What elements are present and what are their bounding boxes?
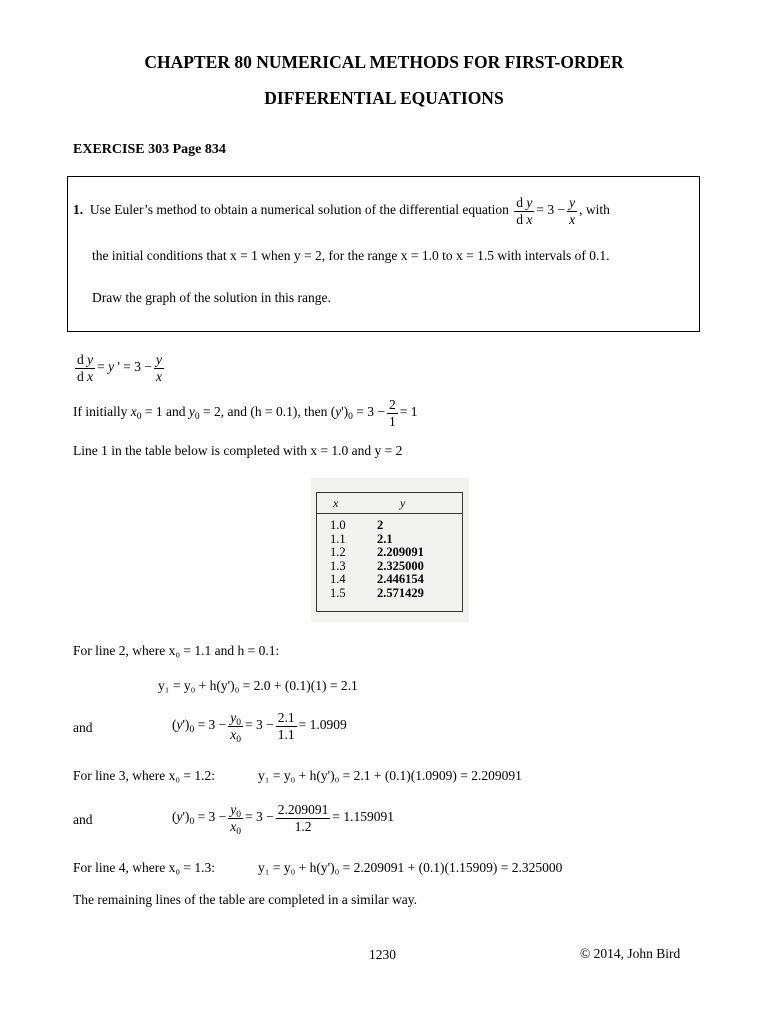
dy-dx-fraction: $\frac{\text{d y}}{\text{d x}}$ bbox=[516, 195, 533, 227]
table-row: 1.3 2.325000 bbox=[330, 558, 424, 573]
question-line-2: the initial conditions that x = 1 when y = 2, for the range x = 1.0 to x = 1.5 with intervals of 0.1. bbox=[92, 248, 610, 263]
question-line-1: 1. Use Euler’s method to obtain a numerical solution of the differential equation $\frac{\text{d y}}{\text{d x}}$ = 3 − $\frac{y}{x}$ , with bbox=[73, 195, 610, 227]
question-number: 1. bbox=[73, 202, 84, 218]
solution-table bbox=[311, 478, 469, 622]
line-4-intro: For line 4, where x₀ = 1.3: bbox=[73, 860, 216, 875]
table-header-rule bbox=[317, 513, 462, 514]
copyright: © 2014, John Bird bbox=[580, 946, 681, 961]
table-row: 1.0 2 bbox=[330, 518, 384, 532]
table-row: 1.5 2.571429 bbox=[330, 585, 424, 600]
remaining-lines-text: The remaining lines of the table are completed in a similar way. bbox=[73, 892, 417, 907]
question-line-3: Draw the graph of the solution in this range. bbox=[92, 290, 331, 305]
and-label-1: and bbox=[73, 720, 93, 735]
line-2-derivative: $(y')_0 = 3$ − $\frac{y_0}{x_0}$ = 3 − $\frac{2.1}{1.1}$ = 1.0909 bbox=[172, 710, 347, 745]
chapter-title-line-2: DIFFERENTIAL EQUATIONS bbox=[264, 88, 504, 108]
page-number: 1230 bbox=[369, 947, 396, 962]
table-header-y: y bbox=[400, 496, 406, 510]
table-row: 1.2 2.209091 bbox=[330, 545, 424, 559]
and-label-2: and bbox=[73, 812, 93, 827]
line-1-text: Line 1 in the table below is completed with x = 1.0 and y = 2 bbox=[73, 443, 403, 458]
line-4-calculation: y₁ = y₀ + h(y')₀ = 2.209091 + (0.1)(1.15909) = 2.325000 bbox=[258, 860, 563, 875]
table-body bbox=[330, 519, 424, 600]
derivative-definition: $\frac{\text{d y}}{\text{d x}}$ = y ' = 3 − $\frac{y}{x}$ bbox=[77, 352, 163, 384]
table-frame bbox=[316, 492, 463, 612]
line-3-derivative: $(y')_0 = 3$ − $\frac{y_0}{x_0}$ = 3 − $\frac{2.209091}{1.2}$ = 1.159091 bbox=[172, 802, 395, 837]
question-with: , with bbox=[579, 202, 610, 218]
line-2-calculation: y₁ = y₀ + h(y')₀ = 2.0 + (0.1)(1) = 2.1 bbox=[158, 678, 358, 693]
question-text: Use Euler’s method to obtain a numerical solution of the differential equation bbox=[89, 202, 509, 218]
chapter-title-line-1: CHAPTER 80 NUMERICAL METHODS FOR FIRST-ORDER bbox=[144, 52, 624, 72]
table-header-x: x bbox=[333, 496, 339, 510]
table-row: 1.4 2.446154 bbox=[330, 572, 424, 586]
exercise-heading: EXERCISE 303 Page 834 bbox=[73, 142, 226, 157]
y-over-x-fraction: $\frac{y}{x}$ bbox=[569, 195, 576, 227]
table-row: 1.1 2.1 bbox=[330, 531, 393, 546]
initial-conditions: If initially $x_0 = 1$ and $y_0 = 2$, and (h = 0.1), then $(y')_0 = 3$ − $\frac{2}{1}$ = 1 bbox=[73, 397, 418, 429]
line-3-calculation: y₁ = y₀ + h(y')₀ = 2.1 + (0.1)(1.0909) = 2.209091 bbox=[258, 768, 522, 783]
line-2-intro: For line 2, where x₀ = 1.1 and h = 0.1: bbox=[73, 643, 280, 658]
line-3-intro: For line 3, where x₀ = 1.2: bbox=[73, 768, 216, 783]
